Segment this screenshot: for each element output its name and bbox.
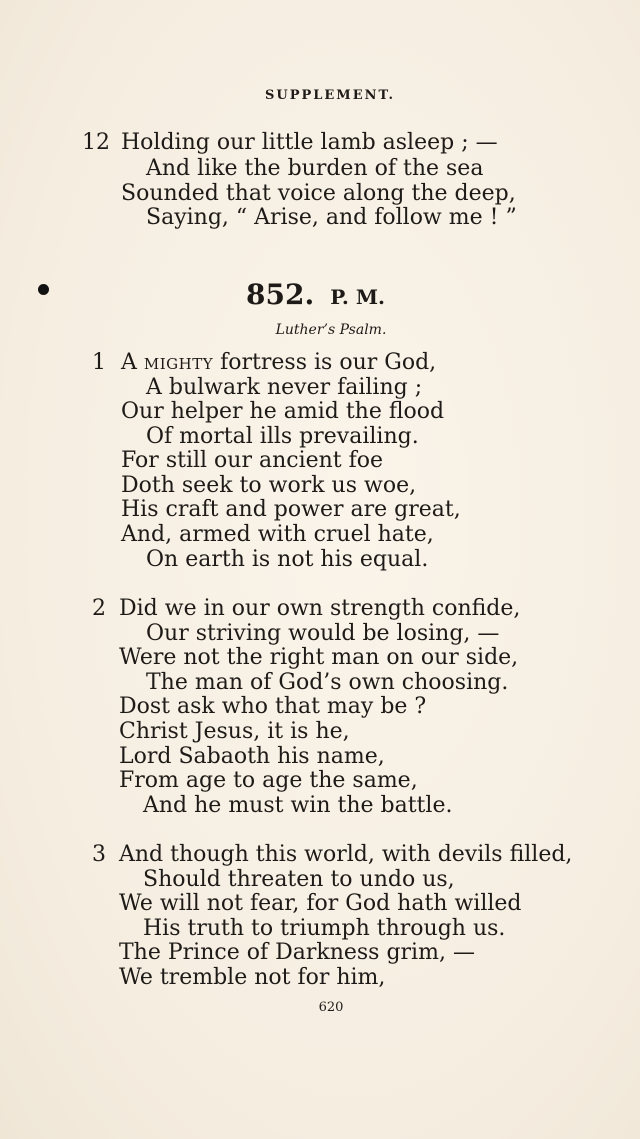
verse-line: Dost ask who that may be ? <box>119 694 427 719</box>
verse-line: Sounded that voice along the deep, <box>121 181 516 206</box>
verse-line: And though this world, with devils filled, <box>119 842 573 867</box>
verse-line: The Prince of Darkness grim, — <box>119 940 475 965</box>
verse-line: Lord Sabaoth his name, <box>119 744 385 769</box>
verse-line: A mighty fortress is our God, <box>121 350 437 375</box>
verse-line: Holding our little lamb asleep ; — <box>121 130 498 155</box>
verse-line: And he must win the battle. <box>143 793 453 818</box>
verse-line: For still our ancient foe <box>121 448 384 473</box>
verse-number: 1 <box>92 350 106 375</box>
verse-line: And, armed with cruel hate, <box>121 522 434 547</box>
verse-line: On earth is not his equal. <box>146 547 429 572</box>
verse-line: His truth to triumph through us. <box>143 916 506 941</box>
verse-line: We will not fear, for God hath willed <box>119 891 522 916</box>
running-header: SUPPLEMENT. <box>264 88 396 103</box>
verse-line: Were not the right man on our side, <box>119 645 519 670</box>
hymn-number: 852. <box>246 278 315 311</box>
verse-line: Christ Jesus, it is he, <box>119 719 350 744</box>
hymn-heading <box>246 280 385 314</box>
verse-line: Our helper he amid the flood <box>121 399 445 424</box>
page-number: 620 <box>318 1000 344 1015</box>
verse-line: Should threaten to undo us, <box>143 867 455 892</box>
verse-line: Our striving would be losing, — <box>146 621 500 646</box>
verse-line: A bulwark never failing ; <box>146 375 423 400</box>
verse-number: 2 <box>92 596 106 621</box>
margin-mark <box>38 284 49 295</box>
verse-line: His craft and power are great, <box>121 497 461 522</box>
hymn-meter: P. M. <box>330 285 385 309</box>
verse-line: Doth seek to work us woe, <box>121 473 417 498</box>
verse-line: And like the burden of the sea <box>146 156 484 181</box>
hymn-subtitle: Luther’s Psalm. <box>275 322 387 338</box>
verse-line: The man of God’s own choosing. <box>146 670 509 695</box>
verse-number: 3 <box>92 842 106 867</box>
verse-line: Saying, “ Arise, and follow me ! ” <box>146 205 517 230</box>
verse-line: From age to age the same, <box>119 768 418 793</box>
verse-number: 12 <box>82 130 110 155</box>
verse-line: We tremble not for him, <box>119 965 386 990</box>
verse-line: Did we in our own strength confide, <box>119 596 521 621</box>
verse-line: Of mortal ills prevailing. <box>146 424 419 449</box>
